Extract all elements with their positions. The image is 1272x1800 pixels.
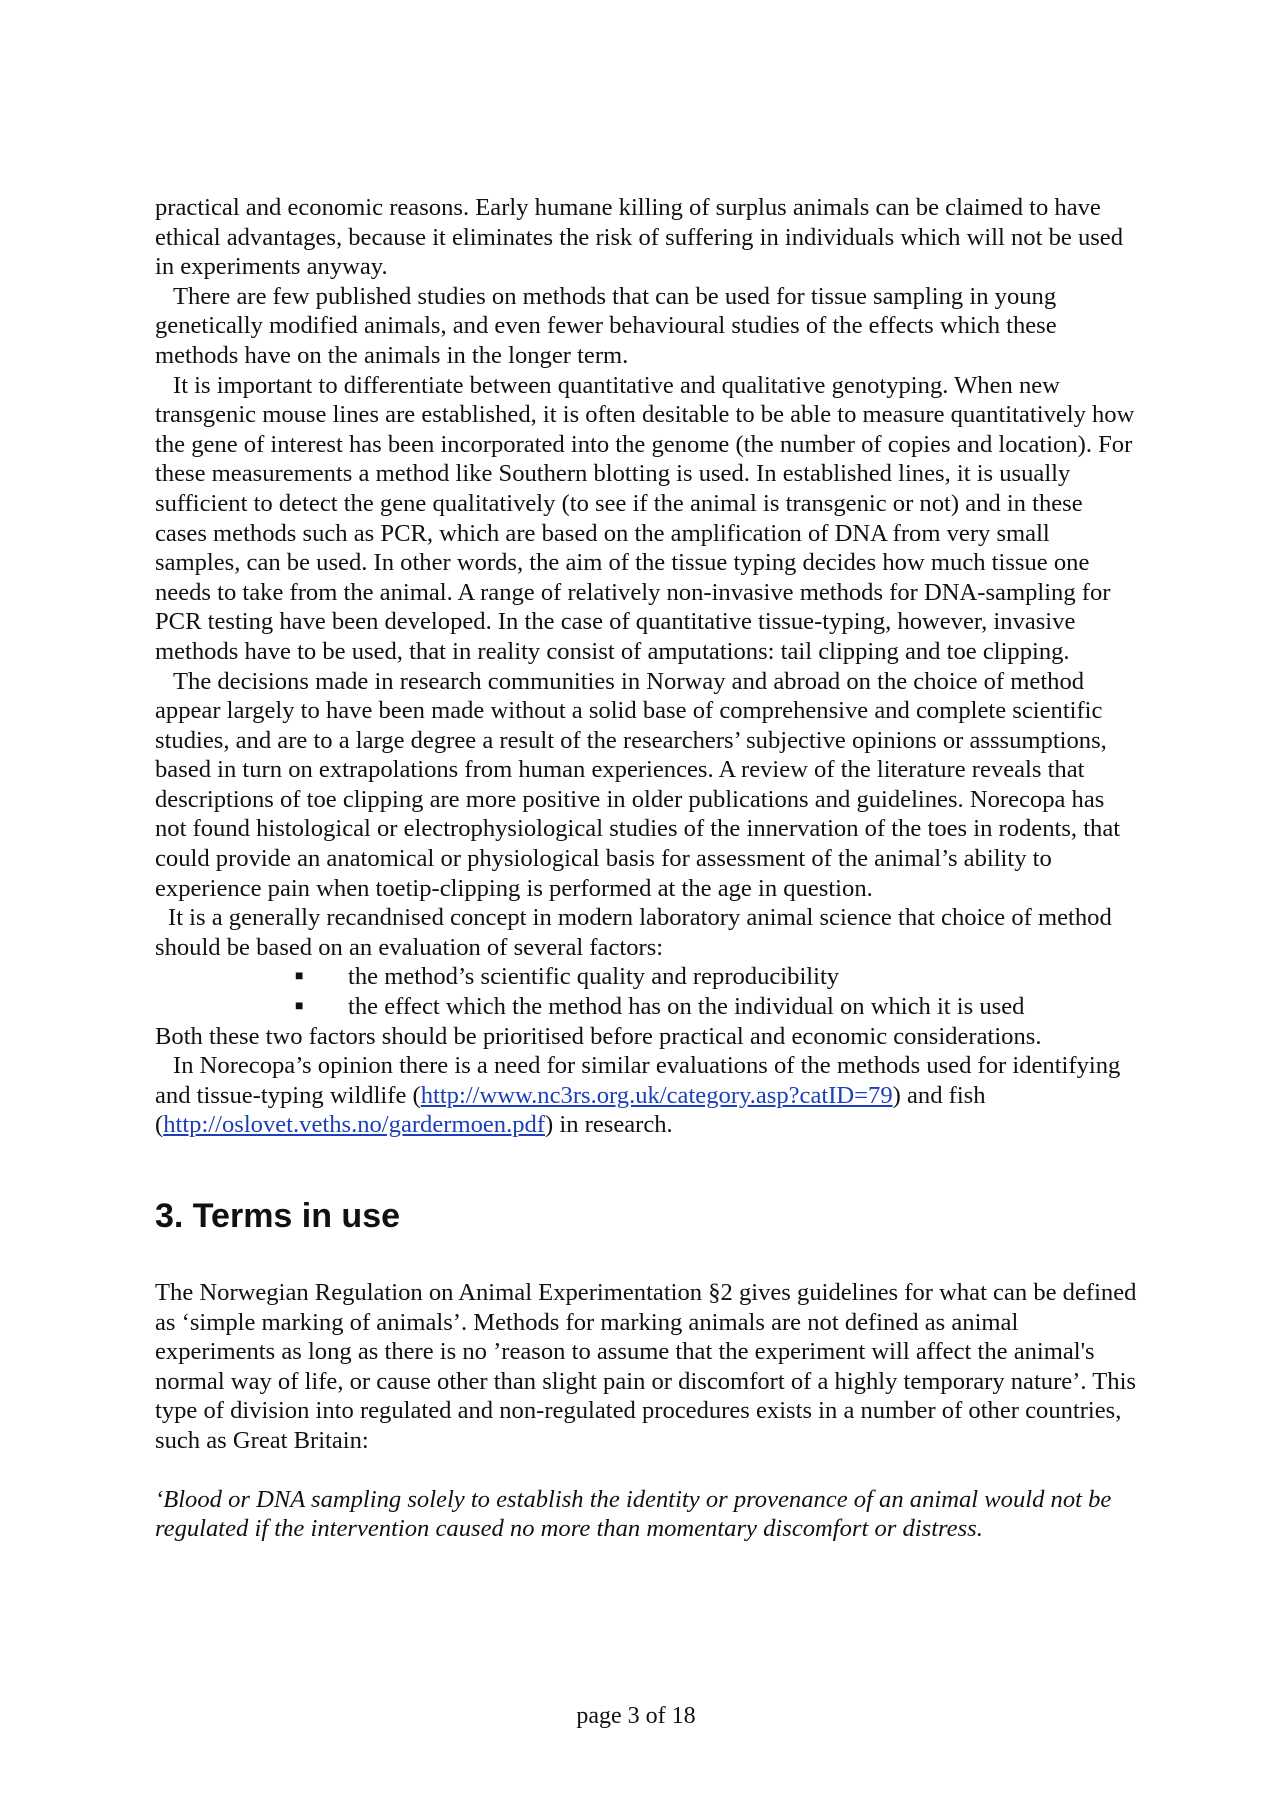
paragraph-evaluation-factors: It is a generally recandnised concept in modern laboratory animal science that choice of method should be based on an evaluation of several factors: [155,904,1112,961]
paragraph-decisions: The decisions made in research communities in Norway and abroad on the choice of method appear largely to have been made without a solid base of comprehensive and complete scientific studies, and are to a large degree a result of the researchers’ subjective opinions or asssumptions, based in turn on extrapolations from human experiences. A review of the literature reveals that descriptions of toe clipping are more positive in older publications and guidelines. Norecopa has not found histological or electrophysiological studies of the innervation of the toes in rodents, that could provide an anatomical or physiological basis for assessment of the animal’s ability to experience pain when toetip-clipping is performed at the age in question. [155,667,1121,902]
page-footer: page 3 of 18 [576,1703,696,1729]
section-heading: 3. Terms in use [155,1197,401,1235]
text-segment: In Norecopa’s opinion there is a need for similar evaluations of the methods used for identifying and tissue-typing wildlife ( [155,1052,1121,1109]
text-segment: ) in research. [545,1111,673,1139]
quote-paragraph: ‘Blood or DNA sampling solely to establish the identity or provenance of an animal would not be regulated if the intervention caused no more than momentary discomfort or distress. [155,1485,1112,1543]
paragraph-prioritised: Both these two factors should be prioritised before practical and economic considerations. [155,1022,1042,1050]
square-bullet-icon: ■ [295,999,304,1015]
text-segment: ) and fish ( [155,1081,986,1139]
list-item [155,962,1140,992]
paragraph-published-studies: There are few published studies on methods that can be used for tissue sampling in young genetically modified animals, and even fewer behavioural studies of the effects which these methods have on the animals in the longer term. [155,282,1057,369]
paragraph-norwegian-regulation: The Norwegian Regulation on Animal Experimentation §2 gives guidelines for what can be defined as ‘simple marking of animals’. Methods for marking animals are not defined as animal experiments as long as there is no ’reason to assume that the experiment will affect the animal's normal way of life, or cause other than slight pain or discomfort of a highly temporary nature’. This type of division into regulated and non-regulated procedures exists in a number of other countries, such as Great Britain: [155,1279,1137,1454]
page-body [155,193,1140,1544]
paragraph-continuation: practical and economic reasons. Early humane killing of surplus animals can be claimed to have ethical advantages, because it eliminates the risk of suffering in individuals which will not be used in experiments anyway. [155,194,1124,281]
oslovet-link[interactable]: http://oslovet.veths.no/gardermoen.pdf [163,1111,546,1139]
list-item [155,992,1140,1022]
list-item-text: the method’s scientific quality and reproducibility [348,963,840,991]
paragraph-norecopa-opinion [155,1051,1140,1140]
factor-list [155,962,1140,1021]
square-bullet-icon: ■ [295,969,304,985]
list-item-text: the effect which the method has on the individual on which it is used [348,993,1025,1021]
paragraph-genotyping: It is important to differentiate between quantitative and qualitative genotyping. When new transgenic mouse lines are established, it is often desitable to be able to measure quantitatively how the gene of interest has been incorporated into the genome (the number of copies and location). For these measurements a method like Southern blotting is used. In established lines, it is usually sufficient to detect the gene qualitatively (to see if the animal is transgenic or not) and in these cases methods such as PCR, which are based on the amplification of DNA from very small samples, can be used. In other words, the aim of the tissue typing decides how much tissue one needs to take from the animal. A range of relatively non-invasive methods for DNA-sampling for PCR testing have been developed. In the case of quantitative tissue-typing, however, invasive methods have to be used, that in reality consist of amputations: tail clipping and toe clipping. [155,371,1135,665]
nc3rs-link[interactable]: http://www.nc3rs.org.uk/category.asp?catID=79 [420,1081,893,1109]
